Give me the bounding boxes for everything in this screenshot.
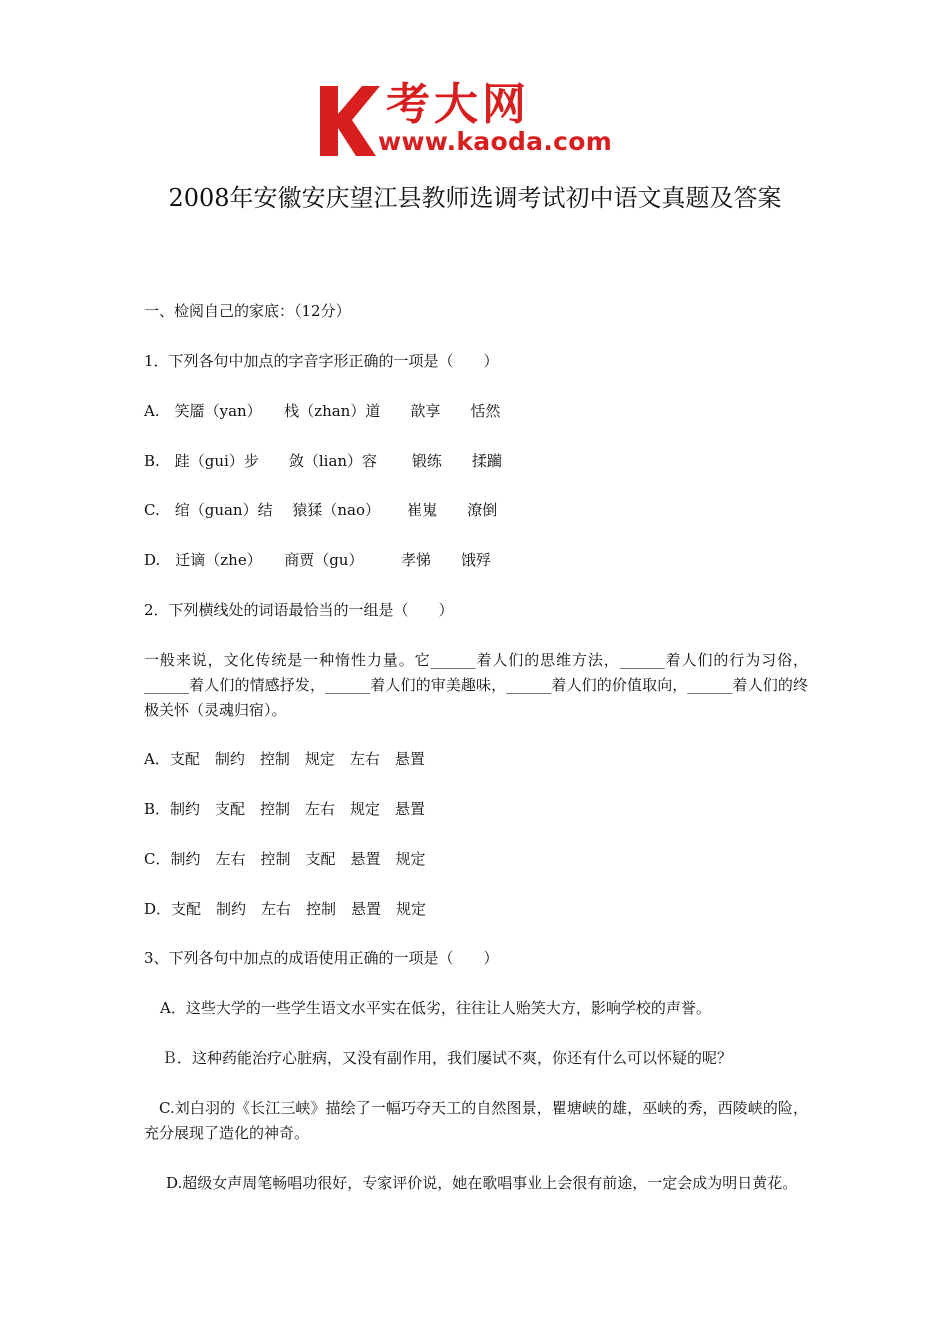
question-1-stem: 1．下列各句中加点的字音字形正确的一项是（ ） xyxy=(144,352,499,370)
question-3-stem: 3、下列各句中加点的成语使用正确的一项是（ ） xyxy=(144,949,499,967)
question-1-option-b: B. 跬（gui）步 敛（lian）容 锻练 揉躏 xyxy=(144,452,502,470)
logo-url-text: www.kaoda.com xyxy=(378,127,613,156)
question-3-option-c: C.刘白羽的《长江三峡》描绘了一幅巧夺天工的自然图景，瞿塘峡的雄，巫峡的秀，西陵峡的险，充分展现了造化的神奇。 xyxy=(144,1099,808,1142)
k-logo-icon xyxy=(318,84,382,158)
question-3-option-b: Ｂ．这种药能治疗心脏病，又没有副作用，我们屡试不爽，你还有什么可以怀疑的呢？ xyxy=(162,1049,733,1067)
kaoda-logo xyxy=(318,80,648,160)
question-2-stem: 2．下列横线处的词语最恰当的一组是（ ） xyxy=(144,601,454,619)
logo-chinese-text: 考大网 xyxy=(386,79,530,130)
question-2-option-b: B．制约 支配 控制 左右 规定 悬置 xyxy=(144,800,426,818)
question-2-option-c: C．制约 左右 控制 支配 悬置 规定 xyxy=(144,850,426,868)
question-1-option-d: D. 迁谪（zhe） 商贾（gu） 孝悌 饿殍 xyxy=(144,551,491,569)
question-2-option-a: A．支配 制约 控制 规定 左右 悬置 xyxy=(144,750,425,768)
question-3-option-a: A．这些大学的一些学生语文水平实在低劣，往往让人贻笑大方，影响学校的声誉。 xyxy=(160,999,711,1017)
document-title: 2008年安徽安庆望江县教师选调考试初中语文真题及答案 xyxy=(168,184,782,212)
question-1-option-a: A. 笑靥（yan） 栈（zhan）道 歆享 恬然 xyxy=(144,402,501,420)
section-heading: 一、检阅自己的家底：（12分） xyxy=(144,302,351,320)
question-2-option-d: D．支配 制约 左右 控制 悬置 规定 xyxy=(144,900,427,918)
question-1-option-c: C. 绾（guan）结 猿猱（nao） 崔嵬 潦倒 xyxy=(144,501,498,519)
question-2-passage: 一般来说，文化传统是一种惰性力量。它______着人们的思维方法，______着人们的行为习俗，______着人们的情感抒发，______着人们的审美趣味，______着人们的价值取向，______着人们的终极关怀（灵魂归宿）。 xyxy=(144,651,808,719)
question-3-option-d: D.超级女声周笔畅唱功很好，专家评价说，她在歌唱事业上会很有前途，一定会成为明日黄花。 xyxy=(166,1174,798,1192)
